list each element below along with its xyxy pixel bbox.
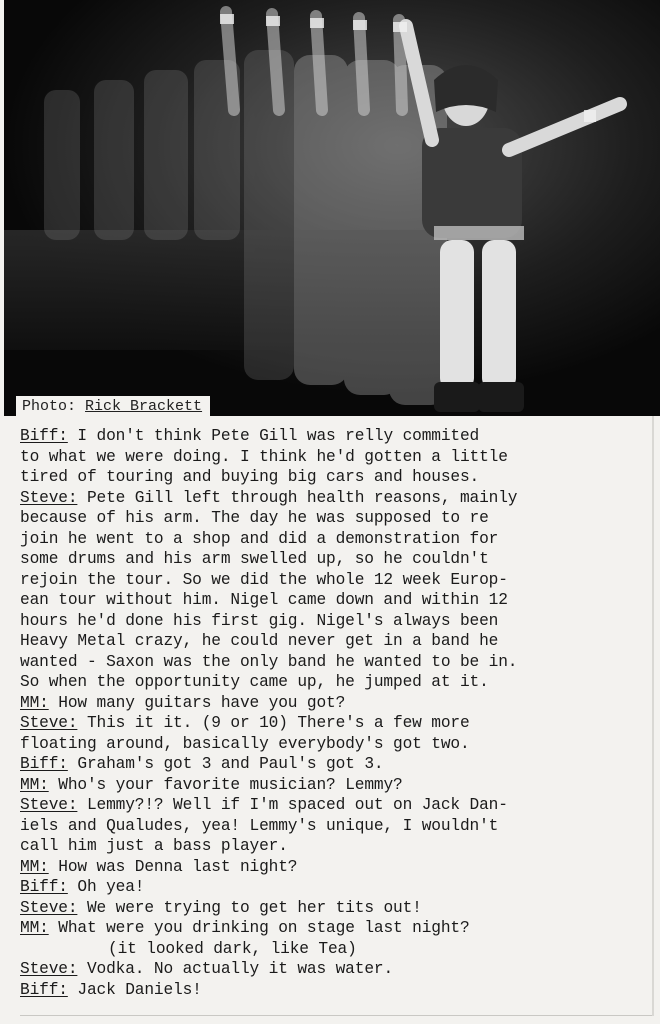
line-text: Pete Gill left through health reasons, mainly (77, 488, 518, 507)
line-text: tired of touring and buying big cars and houses. (20, 468, 480, 486)
line-text: Graham's got 3 and Paul's got 3. (67, 755, 384, 773)
transcript-line (20, 652, 650, 673)
photo-credit-caption (16, 396, 210, 418)
line-text: hours he'd done his first gig. Nigel's always been (20, 611, 499, 630)
transcript-line (20, 426, 650, 447)
transcript-line (20, 754, 650, 775)
speaker-label: Steve: (20, 796, 78, 814)
line-text: to what we were doing. I think he'd gotten a little (20, 447, 508, 466)
caption-prefix: Photo: (22, 398, 77, 415)
transcript-line (20, 918, 650, 939)
interview-transcript (20, 426, 650, 1000)
speaker-label: Biff: (20, 980, 68, 999)
line-text: Who's your favorite musician? Lemmy? (48, 775, 403, 794)
transcript-line (20, 816, 650, 837)
speaker-label: Biff: (20, 427, 68, 445)
line-text: Vodka. No actually it was water. (77, 960, 394, 978)
speaker-label: MM: (20, 857, 49, 876)
transcript-line (20, 775, 650, 796)
transcript-line (20, 611, 650, 632)
line-text: We were trying to get her tits out! (77, 898, 422, 917)
transcript-line (20, 672, 650, 693)
transcript-line (20, 980, 650, 1001)
speaker-label: MM: (20, 919, 49, 937)
transcript-line (20, 508, 650, 529)
transcript-line (20, 713, 650, 734)
transcript-line (20, 447, 650, 468)
transcript-line (20, 529, 650, 550)
transcript-line (20, 959, 650, 980)
speaker-label: Biff: (20, 878, 68, 896)
transcript-line (20, 734, 650, 755)
line-text: join he went to a shop and did a demonstration for (20, 529, 499, 548)
line-text: Oh yea! (67, 878, 145, 896)
speaker-label: Steve: (20, 714, 78, 732)
line-text: This it it. (9 or 10) There's a few more (77, 714, 470, 732)
speaker-label: MM: (20, 693, 49, 712)
line-text: wanted - Saxon was the only band he wanted to be in. (20, 652, 518, 671)
speaker-label: MM: (20, 775, 49, 794)
transcript-line (20, 549, 650, 570)
line-text: rejoin the tour. So we did the whole 12 week Europ- (20, 570, 508, 589)
line-text: How many guitars have you got? (48, 693, 346, 712)
transcript-line (20, 488, 650, 509)
transcript-line (20, 836, 650, 857)
line-text: So when the opportunity came up, he jumped at it. (20, 673, 489, 691)
line-text: Heavy Metal crazy, he could never get in a band he (20, 632, 499, 650)
multiple-exposure-photo (4, 0, 660, 416)
line-text: floating around, basically everybody's got two. (20, 734, 470, 753)
speaker-label: Steve: (20, 488, 78, 507)
line-text: (it looked dark, like Tea) (108, 939, 357, 958)
line-text: because of his arm. The day he was supposed to re (20, 509, 489, 527)
transcript-line (20, 590, 650, 611)
line-text: ean tour without him. Nigel came down and within 12 (20, 591, 508, 609)
page-edge-right (652, 416, 654, 1016)
photographer-name: Rick Brackett (85, 398, 203, 415)
transcript-line (20, 795, 650, 816)
line-text: What were you drinking on stage last night? (48, 919, 470, 937)
transcript-line (20, 939, 650, 960)
transcript-line (20, 693, 650, 714)
transcript-line (20, 467, 650, 488)
speaker-label: Steve: (20, 898, 78, 917)
line-text: call him just a bass player. (20, 837, 288, 855)
transcript-line (20, 877, 650, 898)
line-text: Lemmy?!? Well if I'm spaced out on Jack Dan- (77, 796, 508, 814)
transcript-line (20, 898, 650, 919)
page-edge-bottom (20, 1015, 652, 1016)
line-text: iels and Qualudes, yea! Lemmy's unique, I wouldn't (20, 816, 499, 835)
line-text: Jack Daniels! (67, 980, 202, 999)
line-text: How was Denna last night? (48, 857, 298, 876)
transcript-line (20, 631, 650, 652)
speaker-label: Steve: (20, 960, 78, 978)
line-text: some drums and his arm swelled up, so he couldn't (20, 550, 489, 568)
performer-photo-graphic (4, 0, 660, 416)
transcript-line (20, 857, 650, 878)
line-text: I don't think Pete Gill was relly commited (67, 427, 480, 445)
speaker-label: Biff: (20, 755, 68, 773)
transcript-line (20, 570, 650, 591)
